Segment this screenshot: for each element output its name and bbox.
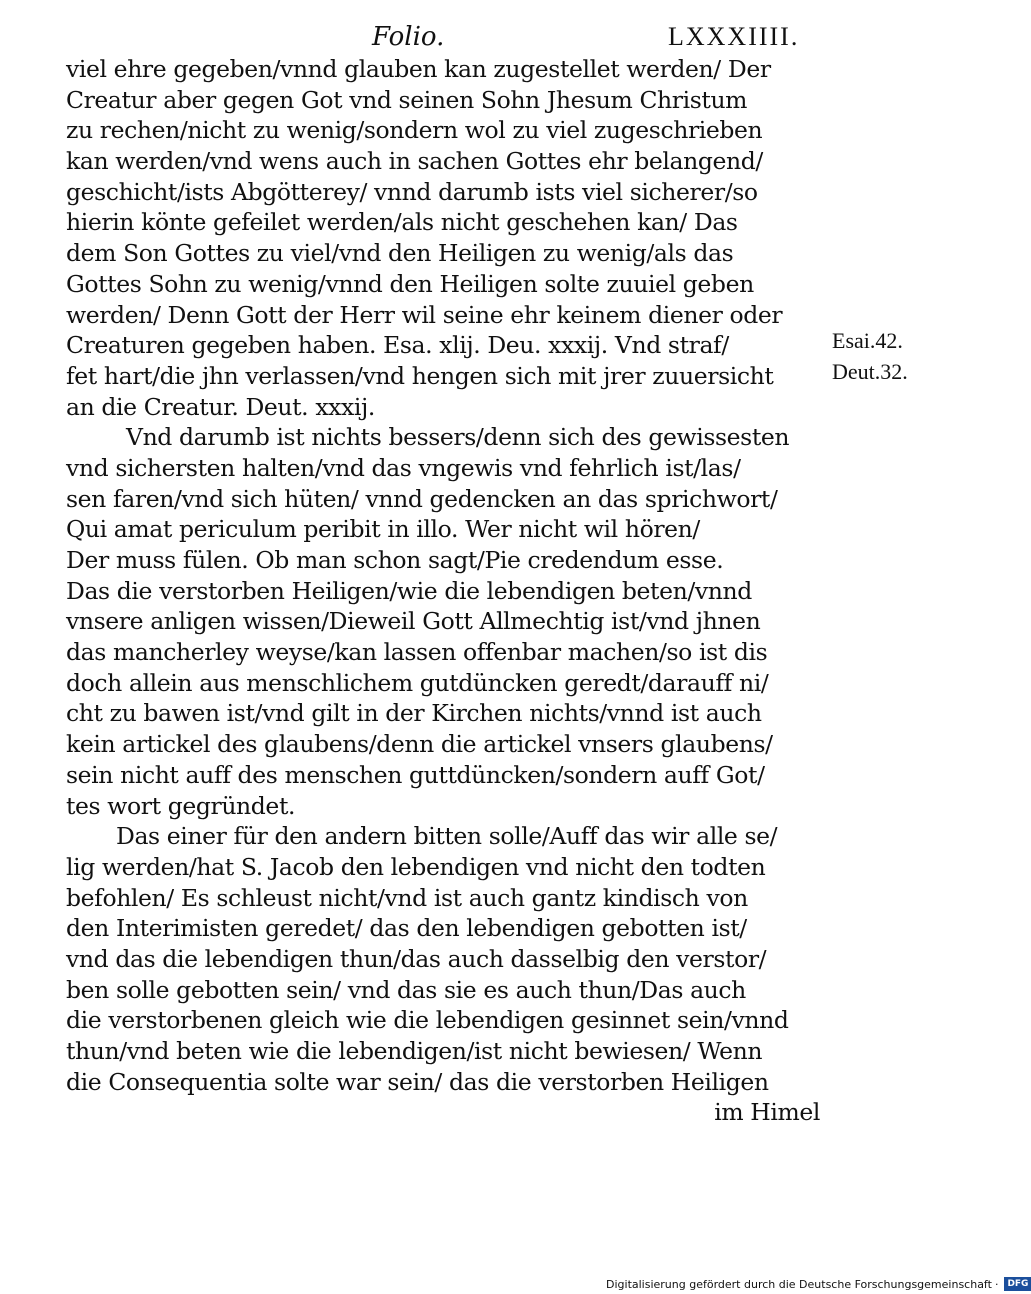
- digitization-footer: [606, 1276, 1031, 1292]
- text-line: kein artickel des glaubens/denn die artickel vnsers glaubens/: [66, 730, 773, 759]
- text-line: Das die verstorben Heiligen/wie die lebendigen beten/vnnd: [66, 576, 752, 605]
- dfg-logo-icon: DFG: [1004, 1277, 1031, 1291]
- margin-note: Deut.32.: [832, 358, 908, 384]
- text-line: tes wort gegründet.: [66, 791, 296, 820]
- margin-note: Esai.42.: [832, 328, 903, 353]
- footer-separator: ·: [994, 1277, 999, 1291]
- text-line: Gottes Sohn zu wenig/vnnd den Heiligen solte zuuiel geben: [66, 269, 754, 298]
- text-line: geschicht/ists Abgötterey/ vnnd darumb ists viel sicherer/so: [66, 177, 758, 206]
- text-line: doch allein aus menschlichem gutdüncken geredt/darauff ni/: [66, 668, 769, 697]
- text-line: kan werden/vnd wens auch in sachen Gottes ehr belangend/: [66, 147, 763, 176]
- text-line: Der muss fülen. Ob man schon sagt/Pie credendum esse.: [66, 546, 724, 574]
- folio-number: LXXXIIII.: [668, 22, 800, 51]
- text-line: den Interimisten geredet/ das den lebendigen gebotten ist/: [66, 914, 747, 943]
- text-line: viel ehre gegeben/vnnd glauben kan zugestellet werden/ Der: [66, 55, 771, 83]
- text-line: cht zu bawen ist/vnd gilt in der Kirchen nichts/vnnd ist auch: [66, 699, 762, 728]
- text-line: vnd sichersten halten/vnd das vngewis vnd fehrlich ist/las/: [66, 453, 741, 482]
- paragraph-start-line: Vnd darumb ist nichts bessers/denn sich des gewissesten: [126, 423, 790, 452]
- text-line: Qui amat periculum peribit in illo. Wer nicht wil hören/: [66, 515, 700, 544]
- text-line: hierin könte gefeilet werden/als nicht geschehen kan/ Das: [66, 208, 738, 237]
- text-line: lig werden/hat S. Jacob den lebendigen vnd nicht den todten: [66, 852, 766, 881]
- text-line: sen faren/vnd sich hüten/ vnnd gedencken an das sprichwort/: [66, 484, 778, 513]
- text-line: thun/vnd beten wie die lebendigen/ist nicht bewiesen/ Wenn: [66, 1037, 763, 1065]
- text-line: die verstorbenen gleich wie die lebendigen gesinnet sein/vnnd: [66, 1006, 789, 1035]
- margin-notes: [832, 326, 982, 387]
- text-line: ben solle gebotten sein/ vnd das sie es auch thun/Das auch: [66, 975, 746, 1004]
- body-text: [66, 54, 826, 1128]
- footer-text: Digitalisierung gefördert durch die Deutsche Forschungsgemeinschaft: [606, 1277, 992, 1291]
- text-line: dem Son Gottes zu viel/vnd den Heiligen zu wenig/als das: [66, 239, 734, 268]
- text-line: fet hart/die jhn verlassen/vnd hengen sich mit jrer zuuersicht: [66, 361, 774, 390]
- text-line: vnd das die lebendigen thun/das auch dasselbig den verstor/: [66, 944, 767, 973]
- text-line: Creatur aber gegen Got vnd seinen Sohn Jhesum Christum: [66, 85, 748, 114]
- text-line: werden/ Denn Gott der Herr wil seine ehr keinem diener oder: [66, 300, 783, 329]
- text-line: vnsere anligen wissen/Dieweil Gott Allmechtig ist/vnd jhnen: [66, 607, 761, 636]
- text-line: an die Creatur. Deut. xxxij.: [66, 392, 375, 421]
- text-line: Creaturen gegeben haben. Esa. xlij. Deu. xxxij. Vnd straf/: [66, 331, 729, 360]
- text-line: sein nicht auff des menschen guttdüncken/sondern auff Got/: [66, 760, 765, 789]
- paragraph-start-line: Das einer für den andern bitten solle/Auff das wir alle se/: [116, 822, 778, 851]
- text-line: befohlen/ Es schleust nicht/vnd ist auch gantz kindisch von: [66, 883, 748, 912]
- folio-label: Folio.: [372, 22, 445, 52]
- catchword: im Himel: [714, 1098, 820, 1127]
- text-line: die Consequentia solte war sein/ das die verstorben Heiligen: [66, 1067, 769, 1096]
- text-line: zu rechen/nicht zu wenig/sondern wol zu viel zugeschrieben: [66, 116, 763, 145]
- text-line: das mancherley weyse/kan lassen offenbar machen/so ist dis: [66, 638, 768, 667]
- page-header: [0, 22, 1000, 58]
